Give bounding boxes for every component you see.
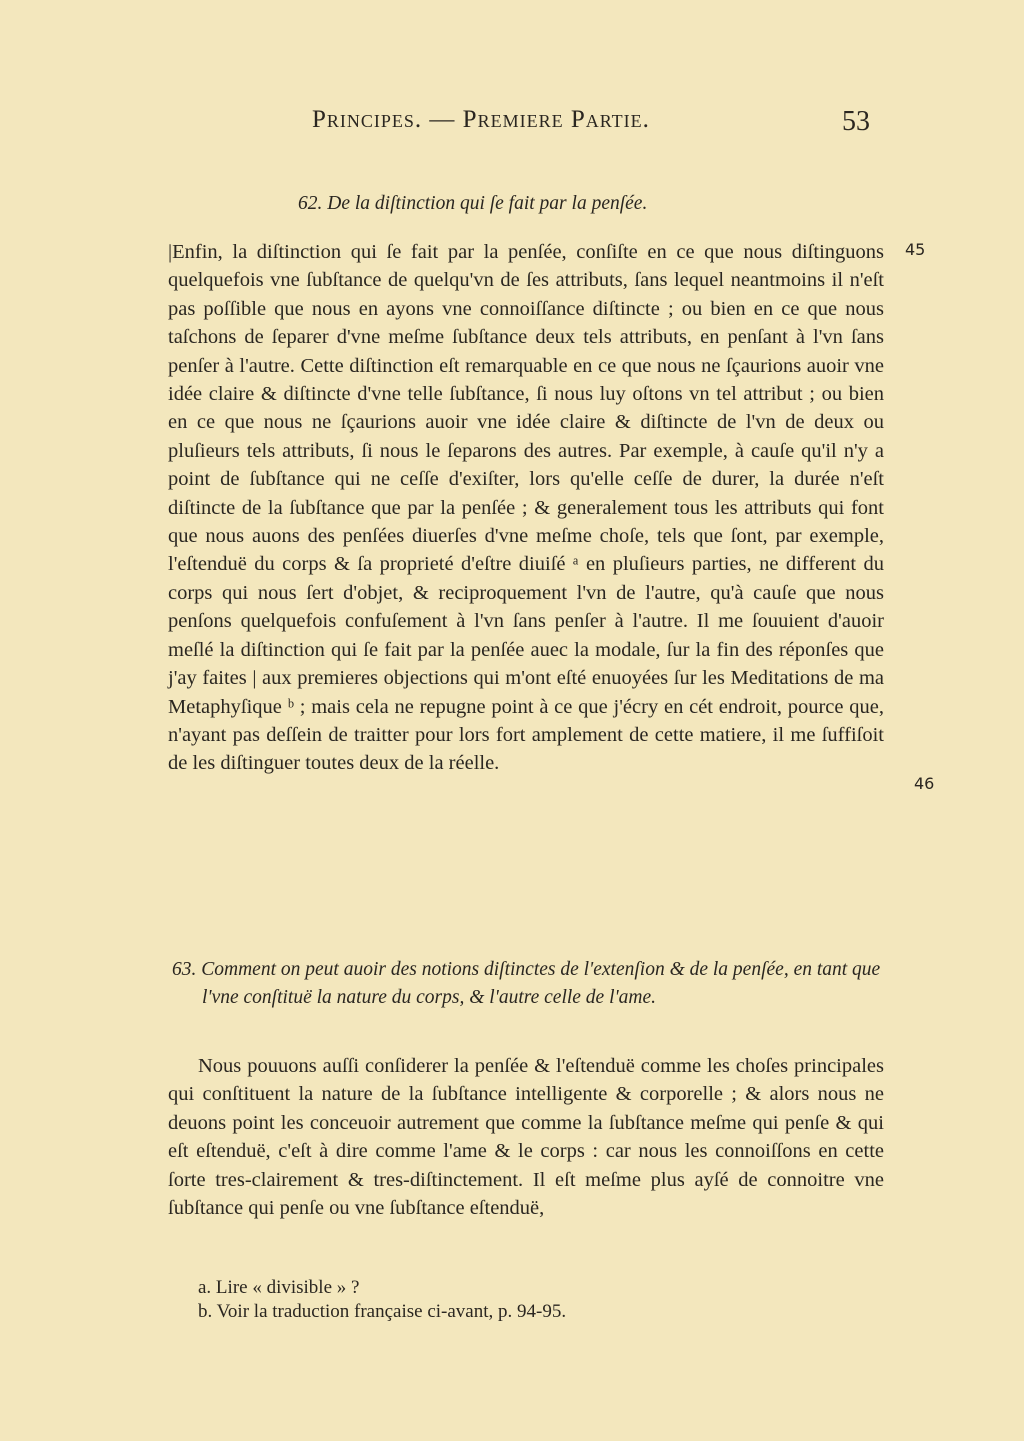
section-63-body xyxy=(168,1052,884,1222)
section-62-paragraph: |Enfin, la diſtinction qui ſe fait par la penſée, conſiſte en ce que nous diſtinguons quelquefois vne ſubſtance de quelqu'vn de ſes attributs, ſans lequel neantmoins il n'eſt pas poſſible que nous en ayons vne connoiſſance diſtincte ; ou bien en ce que nous taſchons de ſeparer d'vne meſme ſubſtance deux tels attributs, en penſant à l'vn ſans penſer à l'autre. Cette diſtinction eſt remarquable en ce que nous ne ſçaurions auoir vne idée claire & diſtincte d'vne telle ſubſtance, ſi nous luy oſtons vn tel attribut ; ou bien en ce que nous ne ſçaurions auoir vne idée claire & diſtincte de l'vn de deux ou pluſieurs tels attributs, ſi nous le ſeparons des autres. Par exemple, à cauſe qu'il n'y a point de ſubſtance qui ne ceſſe d'exiſter, lors qu'elle ceſſe de durer, la durée n'eſt diſtincte de la ſubſtance que par la penſée ; & generalement tous les attributs qui font que nous auons des penſées diuerſes d'vne meſme choſe, tels que ſont, par exemple, l'eſtenduë du corps & ſa proprieté d'eſtre diuiſé ᵃ en pluſieurs parties, ne different du corps qui nous ſert d'objet, & reciproquement l'vn de l'autre, qu'à cauſe que nous penſons quelquefois confuſement à l'vn ſans penſer à l'autre. Il me ſouuient d'auoir meſlé la diſtinction qui ſe fait par la penſée auec la modale, ſur la fin des réponſes que j'ay faites | aux premieres objections qui m'ont eſté enuoyées ſur les Meditations de ma Metaphyſique ᵇ ; mais cela ne repugne point à ce que j'écry en cét endroit, pource que, n'ayant pas deſſein de traitter pour lors fort amplement de cette matiere, il me ſuffiſoit de les diſtinguer toutes deux de la réelle. xyxy=(168,241,884,775)
section-63-heading: 63. Comment on peut auoir des notions diſtinctes de l'extenſion & de la penſée, en tant que l'vne conſtituë la nature du corps, & l'autre celle de l'ame. xyxy=(172,959,881,1008)
section-62-body xyxy=(168,238,884,778)
running-head: Principes. — Premiere Partie. xyxy=(312,106,650,133)
section-63-paragraph: Nous pouuons auſſi conſiderer la penſée & l'eſtenduë comme les choſes principales qui conſtituent la nature de la ſubſtance intelligente & corporelle ; & alors nous ne deuons point les conceuoir autrement que comme la ſubſtance meſme qui penſe & qui eſt eſtenduë, c'eſt à dire comme l'ame & le corps : car nous les connoiſſons en cette ſorte tres-clairement & tres-diſtinctement. Il eſt meſme plus ayſé de connoitre vne ſubſtance qui penſe ou vne ſubſtance eſtenduë, xyxy=(168,1055,884,1220)
footnote-b: b. Voir la traduction française ci-avant, p. 94-95. xyxy=(198,1301,567,1322)
footnotes xyxy=(198,1276,898,1324)
section-62-heading: 62. De la diſtinction qui ſe fait par la penſée. xyxy=(298,193,648,214)
margin-line-number-45: 45 xyxy=(905,240,926,259)
margin-line-number-46: 46 xyxy=(914,774,935,793)
page-number: 53 xyxy=(842,106,870,137)
footnote-a: a. Lire « divisible » ? xyxy=(198,1277,360,1298)
